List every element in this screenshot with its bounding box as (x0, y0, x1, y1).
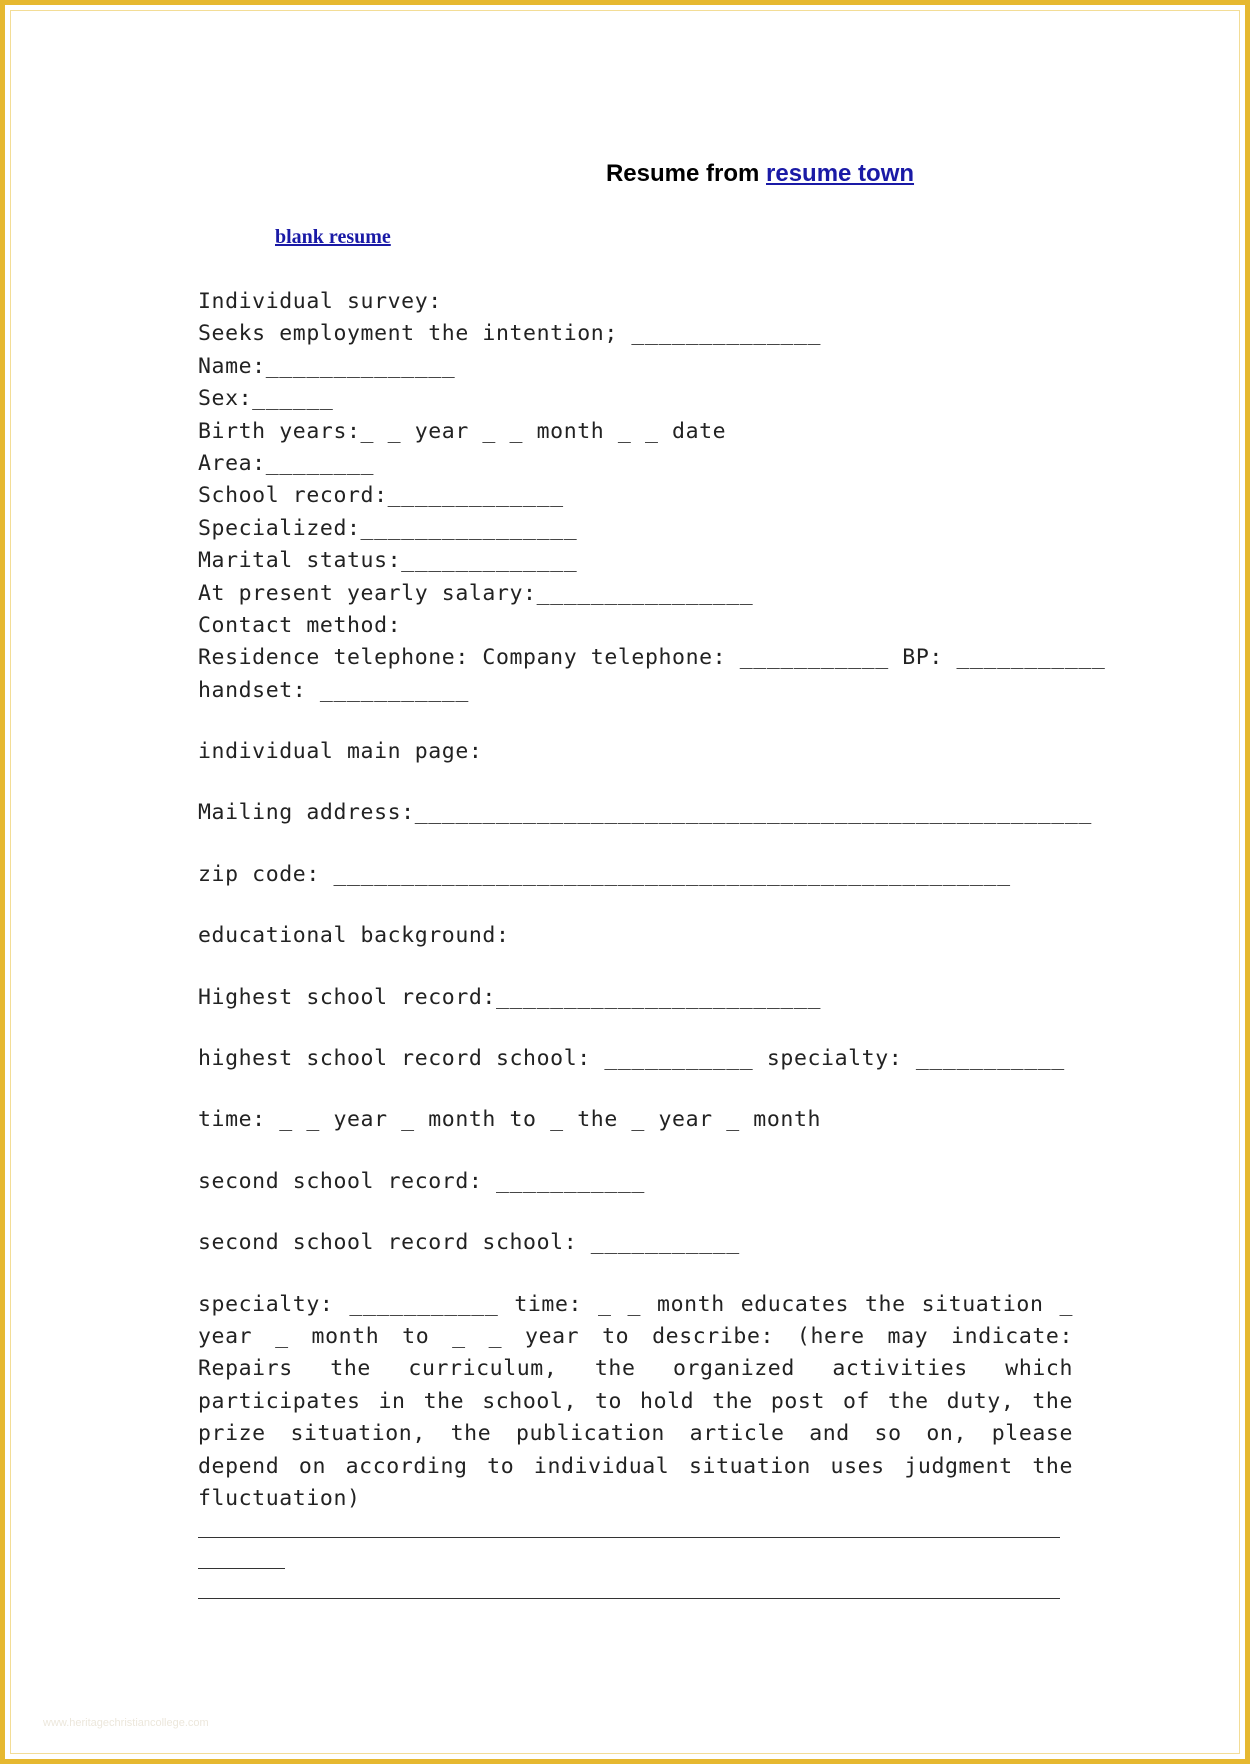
section-individual-survey: Individual survey: (198, 289, 442, 314)
field-birth-date: Birth years:_ _ year _ _ month _ _ date (198, 418, 727, 444)
resume-form-body (198, 286, 1106, 1599)
page-title (5, 160, 1250, 188)
title-prefix: Resume from (605, 160, 766, 187)
field-telephones: Residence telephone: Company telephone: ___________ BP: ___________ (198, 645, 1106, 671)
field-zip-code: zip code: __________________________________________________ (198, 861, 1011, 887)
watermark: www.heritagechristiancollege.com (43, 1717, 209, 1729)
field-name: Name:______________ (198, 353, 456, 379)
field-employment-intention: Seeks employment the intention; ______________ (198, 321, 822, 347)
field-second-school-record: second school record: ___________ (198, 1168, 645, 1194)
field-highest-school-and-specialty: highest school record school: ___________ specialty: ___________ (198, 1046, 1065, 1072)
field-marital-status: Marital status:_____________ (198, 548, 578, 574)
field-yearly-salary: At present yearly salary:________________ (198, 580, 754, 606)
field-handset: handset: ___________ (198, 677, 469, 703)
field-highest-school-time: time: _ _ year _ month to _ the _ year _ month (198, 1107, 822, 1133)
resume-town-link[interactable]: resume town (766, 160, 915, 187)
answer-line-3 (198, 1598, 1060, 1599)
section-contact-method: Contact method: (198, 612, 402, 638)
section-educational-background: educational background: (198, 923, 510, 949)
field-second-school-name: second school record school: ___________ (198, 1230, 740, 1256)
blank-resume-link[interactable]: blank resume (275, 226, 391, 248)
field-school-record: School record:_____________ (198, 483, 564, 509)
field-mailing-address: Mailing address:__________________________________________________ (198, 800, 1092, 826)
field-specialized: Specialized:________________ (198, 515, 578, 541)
field-highest-school-record: Highest school record:________________________ (198, 984, 822, 1010)
description-paragraph: specialty: ___________ time: _ _ month educates the situation _ year _ month to _ _ year to describe: (here may indicate: Repairs the curriculum, the organized activities which participates in the school, to hold the post of the duty, the prize situation, the publication article and so on, please depend on according to individual situation uses judgment the fluctuation) (198, 1291, 1073, 1512)
field-area: Area:________ (198, 450, 375, 476)
field-main-page: individual main page: (198, 739, 483, 765)
field-sex: Sex:______ (198, 386, 334, 412)
